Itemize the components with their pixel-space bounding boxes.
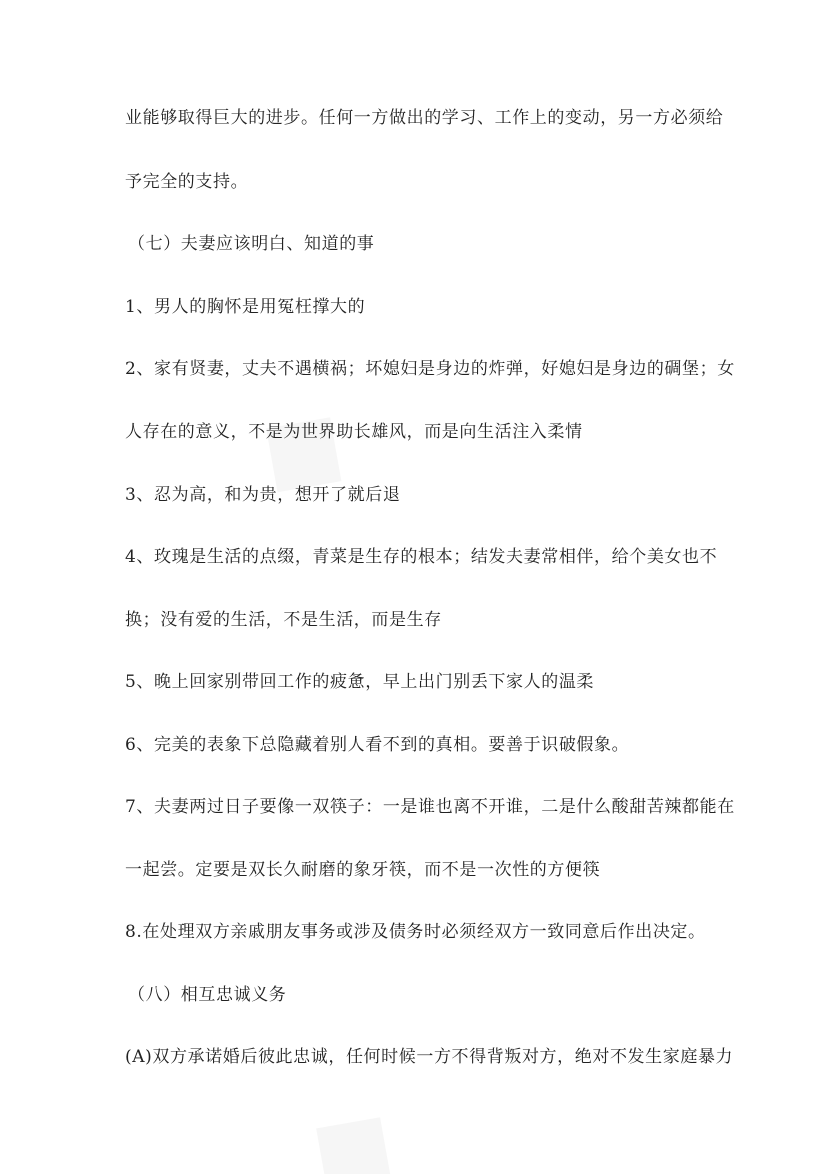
list-item: 2、家有贤妻，丈夫不遇横祸；坏媳妇是身边的炸弹，好媳妇是身边的碉堡；女 [125, 359, 735, 379]
list-item: 5、晚上回家别带回工作的疲惫，早上出门别丢下家人的温柔 [125, 672, 595, 692]
paragraph-line: 换；没有爱的生活，不是生活，而是生存 [125, 610, 442, 630]
section-heading: （七）夫妻应该明白、知道的事 [128, 234, 375, 254]
list-item: 4、玫瑰是生活的点缀，青菜是生存的根本；结发夫妻常相伴，给个美女也不 [125, 547, 718, 567]
list-item: (A)双方承诺婚后彼此忠诚，任何时候一方不得背叛对方，绝对不发生家庭暴力 [125, 1047, 734, 1067]
paragraph-line: 业能够取得巨大的进步。任何一方做出的学习、工作上的变动，另一方必须给 [125, 108, 724, 128]
paragraph-line: 予完全的支持。 [125, 172, 249, 192]
list-item: 8.在处理双方亲戚朋友事务或涉及债务时必须经双方一致同意后作出决定。 [125, 922, 706, 942]
section-heading: （八）相互忠诚义务 [128, 985, 287, 1005]
list-item: 6、完美的表象下总隐藏着别人看不到的真相。要善于识破假象。 [125, 735, 630, 755]
watermark [263, 1072, 430, 1174]
paragraph-line: 人存在的意义，不是为世界助长雄风，而是向生活注入柔情 [125, 422, 583, 442]
paragraph-line: 一起尝。定要是双长久耐磨的象牙筷，而不是一次性的方便筷 [125, 860, 601, 880]
list-item: 1、男人的胸怀是用冤枉撑大的 [125, 297, 366, 317]
list-item: 3、忍为高，和为贵，想开了就后退 [125, 485, 401, 505]
list-item: 7、夫妻两过日子要像一双筷子：一是谁也离不开谁，二是什么酸甜苦辣都能在 [125, 797, 735, 817]
